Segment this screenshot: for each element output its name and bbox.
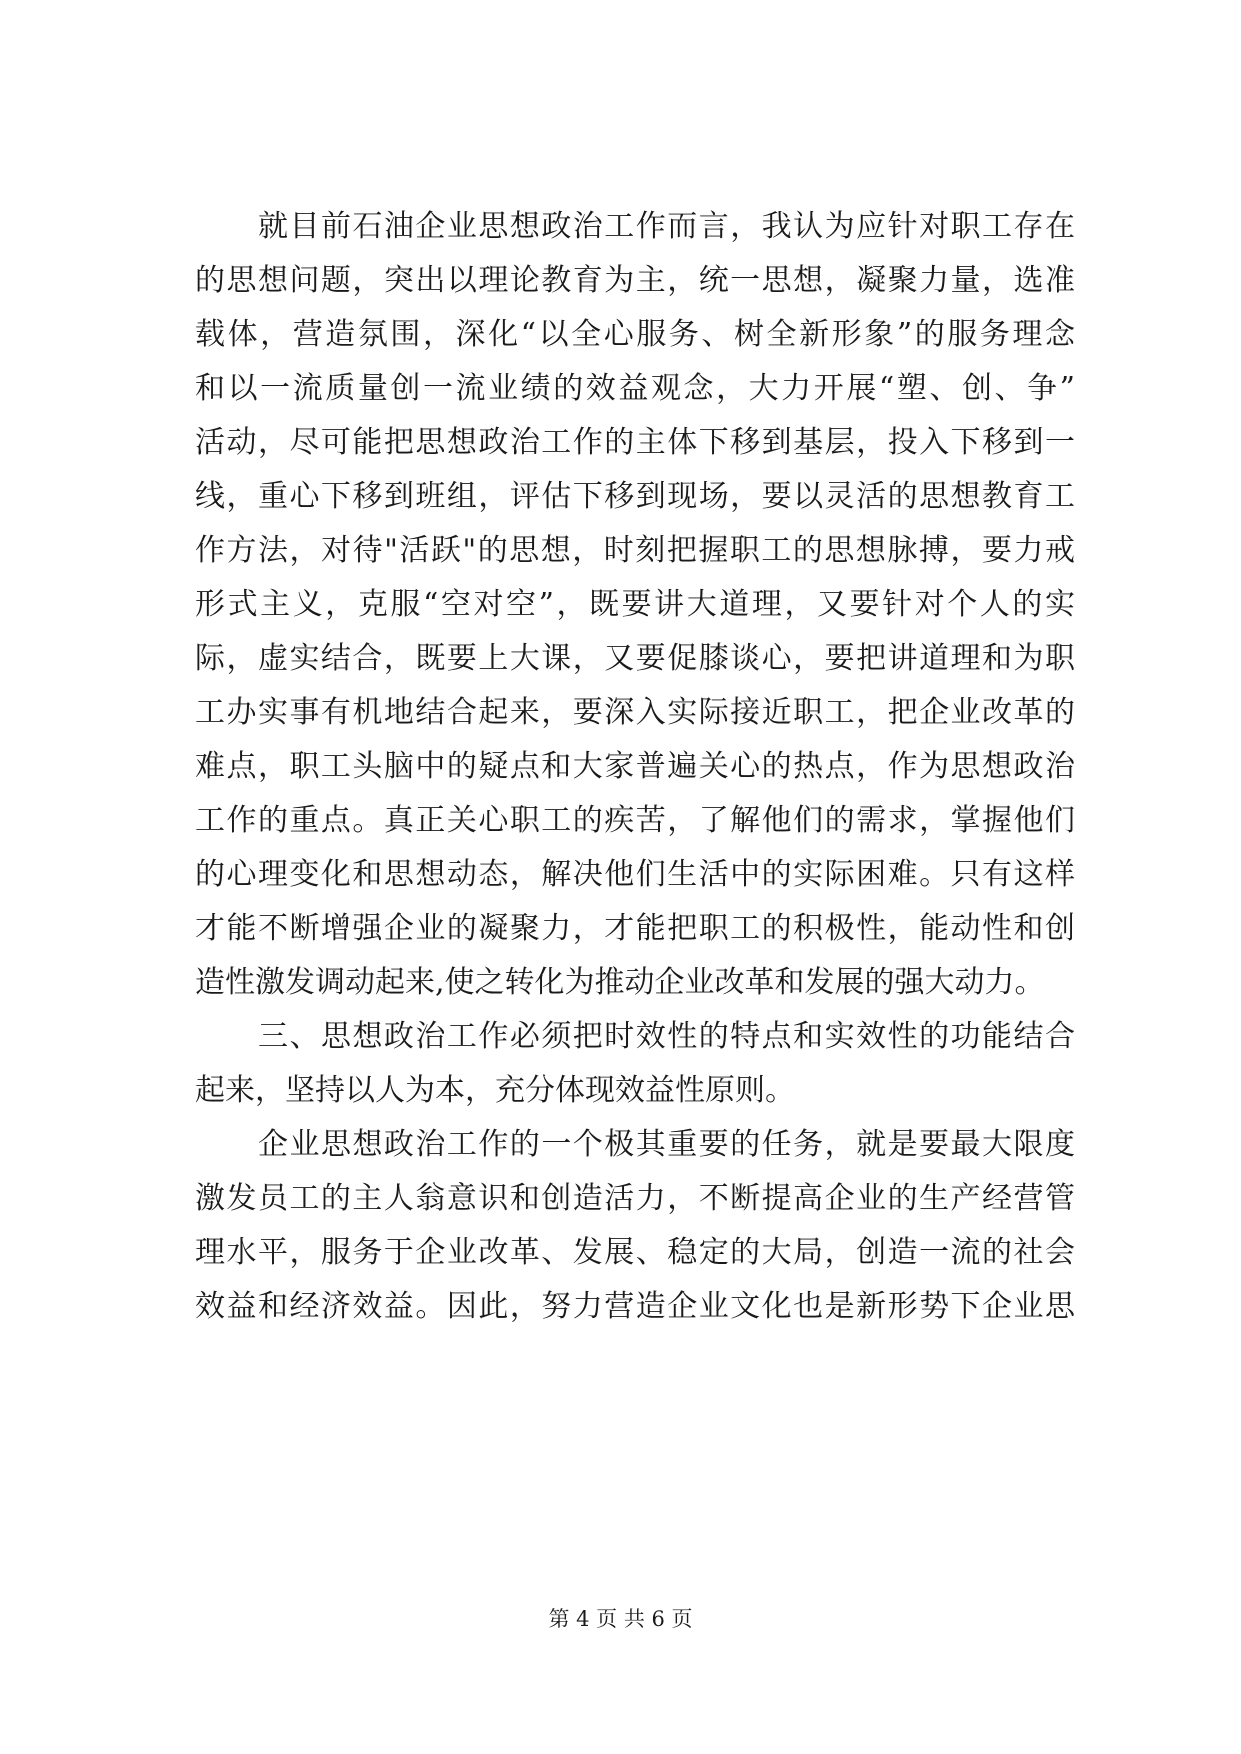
paragraph-2-line-1: 三、思想政治工作必须把时效性的特点和实效性的功能结合 <box>258 1019 1075 1054</box>
paragraph-3-line-2: 激发员工的主人翁意识和创造活力，不断提高企业的生产经营管 <box>195 1181 1075 1216</box>
paragraph-1-line-3: 载体，营造氛围，深化“以全心服务、树全新形象”的服务理念 <box>195 317 1075 352</box>
paragraph-3-line-4: 效益和经济效益。因此，努力营造企业文化也是新形势下企业思 <box>195 1289 1075 1324</box>
paragraph-1-line-1: 就目前石油企业思想政治工作而言，我认为应针对职工存在 <box>258 209 1075 244</box>
paragraph-1-line-5: 活动，尽可能把思想政治工作的主体下移到基层，投入下移到一 <box>195 425 1075 460</box>
paragraph-1-line-14: 才能不断增强企业的凝聚力，才能把职工的积极性，能动性和创 <box>195 911 1075 946</box>
paragraph-1-line-9: 际，虚实结合，既要上大课，又要促膝谈心，要把讲道理和为职 <box>195 641 1075 676</box>
page-number-footer: 第 4 页 共 6 页 <box>548 1607 693 1631</box>
paragraph-1-line-6: 线，重心下移到班组，评估下移到现场，要以灵活的思想教育工 <box>195 479 1075 514</box>
paragraph-1-line-4: 和以一流质量创一流业绩的效益观念，大力开展“塑、创、争” <box>195 371 1075 406</box>
paragraph-3-line-1: 企业思想政治工作的一个极其重要的任务，就是要最大限度 <box>258 1127 1075 1162</box>
paragraph-1-line-8: 形式主义，克服“空对空”，既要讲大道理，又要针对个人的实 <box>195 587 1075 622</box>
paragraph-1-line-11: 难点，职工头脑中的疑点和大家普遍关心的热点，作为思想政治 <box>195 749 1075 784</box>
paragraph-1-line-7: 作方法，对待"活跃"的思想，时刻把握职工的思想脉搏，要力戒 <box>195 533 1075 568</box>
paragraph-2-line-2: 起来，坚持以人为本，充分体现效益性原则。 <box>195 1073 795 1108</box>
paragraph-1-line-10: 工办实事有机地结合起来，要深入实际接近职工，把企业改革的 <box>195 695 1075 730</box>
paragraph-3-line-3: 理水平，服务于企业改革、发展、稳定的大局，创造一流的社会 <box>195 1235 1075 1270</box>
paragraph-1-line-13: 的心理变化和思想动态，解决他们生活中的实际困难。只有这样 <box>195 857 1075 892</box>
paragraph-1-line-12: 工作的重点。真正关心职工的疾苦，了解他们的需求，掌握他们 <box>195 803 1075 838</box>
paragraph-1-line-2: 的思想问题，突出以理论教育为主，统一思想，凝聚力量，选准 <box>195 263 1075 298</box>
paragraph-1-line-15: 造性激发调动起来,使之转化为推动企业改革和发展的强大动力。 <box>195 965 1045 1000</box>
